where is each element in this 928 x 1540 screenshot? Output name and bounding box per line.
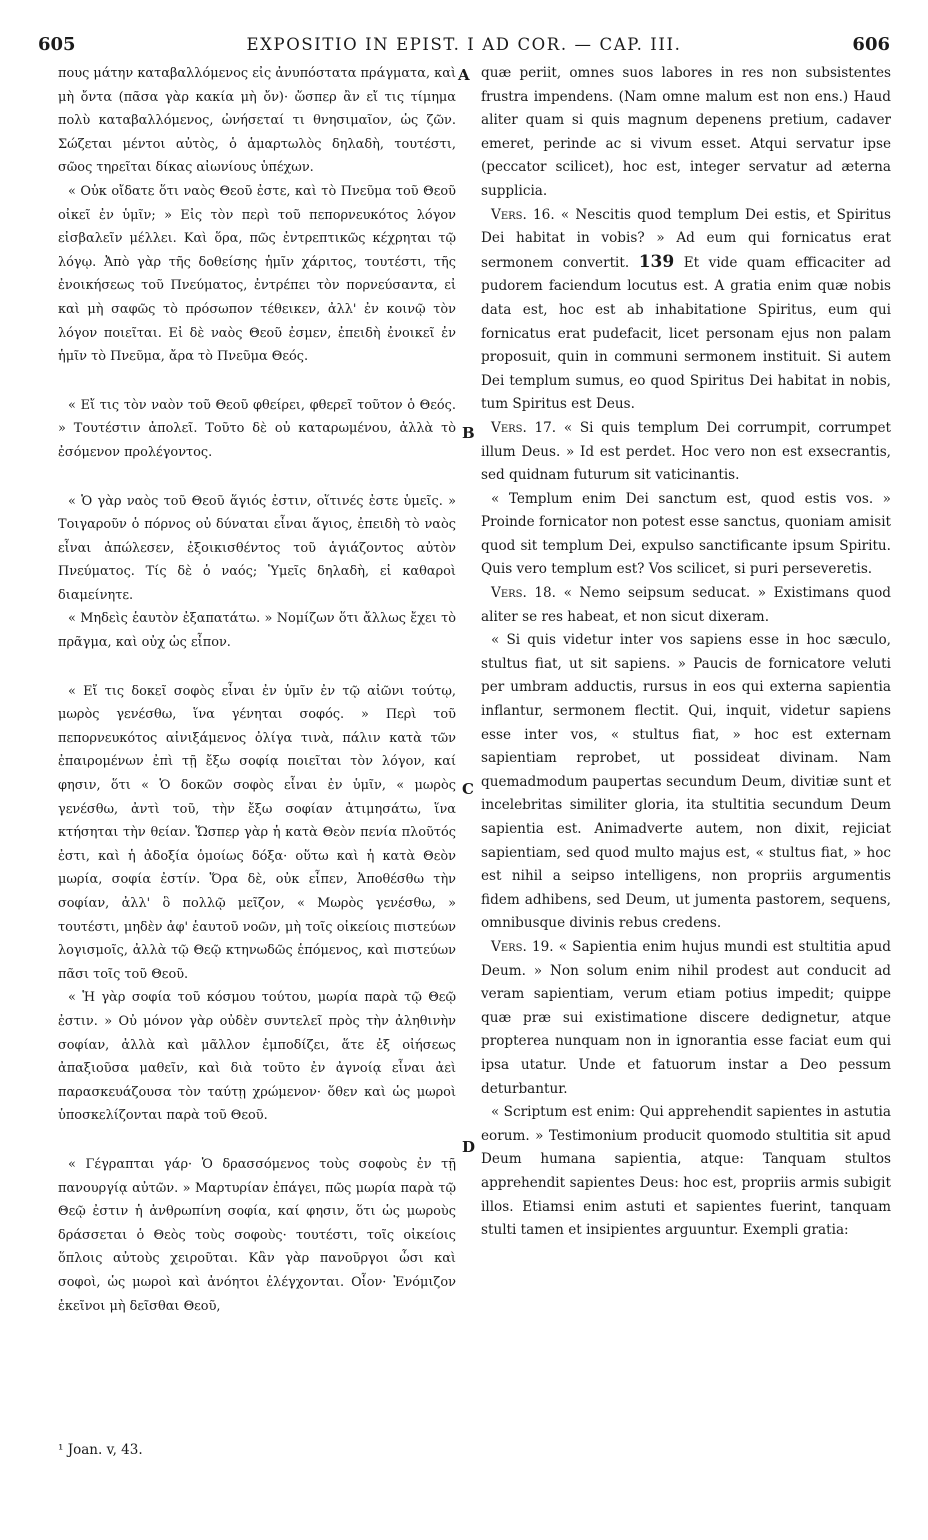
- greek-paragraph: « Οὐκ οἴδατε ὅτι ναὸς Θεοῦ ἐστε, καὶ τὸ Πνεῦμα τοῦ Θεοῦ οἰκεῖ ἐν ὑμῖν; » Εἰς τὸν περὶ τοῦ πεπορνευκότος λόγον εἰσβαλεῖν μέλλει. Καὶ ὅρα, πῶς ἐντρεπτικῶς κέχρηται τῷ λόγῳ. Ἀπὸ γὰρ τῆς δοθείσης ἡμῖν χάριτος, τουτέστι, τῆς ἐνοικήσεως τοῦ Πνεύματος, ἐντρέπει τὸν πορνεύσαντα, εἰ καὶ μὴ σαφῶς τὸ πρόσωπον τέθεικεν, ἀλλ' ἐν κοινῷ τὸν λόγον ποιεῖται. Εἰ δὲ ναὸς Θεοῦ ἐσμεν, ἐπειδὴ ἐνοικεῖ ἐν ἡμῖν τὸ Πνεῦμα, ἄρα τὸ Πνεῦμα Θεός.: [58, 183, 456, 365]
- margin-letter-c: C: [462, 780, 474, 798]
- running-header: [38, 34, 890, 56]
- greek-paragraph: « Γέγραπται γάρ· Ὁ δρασσόμενος τοὺς σοφοὺς ἐν τῇ πανουργίᾳ αὐτῶν. » Μαρτυρίαν ἐπάγει, πῶς μωρία παρὰ τῷ Θεῷ ἐστιν ἡ ἀνθρωπίνη σοφία, καί φησιν, ὅτι ὡς μωροὺς δράσσεται ὁ Θεὸς τοὺς σοφοὺς· τουτέστι, τοῖς οἰκείοις ὅπλοις αὐτοὺς χειροῦται. Κἂν γὰρ πανοῦργοι ὦσι καὶ σοφοὶ, ὡς μωροὶ καὶ ἀνόητοι ἐλέγχονται. Οἷον· Ἐνόμιζον ἐκεῖνοι μὴ δεῖσθαι Θεοῦ,: [58, 1156, 456, 1314]
- verse-label: Vers. 18.: [491, 585, 556, 602]
- greek-paragraph: « Εἴ τις τὸν ναὸν τοῦ Θεοῦ φθείρει, φθερεῖ τοῦτον ὁ Θεός. » Τουτέστιν ἀπολεῖ. Τοῦτο δὲ οὐ καταρωμένου, ἀλλὰ τὸ ἐσόμενον προλέγοντος.: [58, 397, 456, 460]
- column-number: 139: [638, 251, 675, 272]
- greek-paragraph: « Ἡ γὰρ σοφία τοῦ κόσμου τούτου, μωρία παρὰ τῷ Θεῷ ἐστιν. » Οὐ μόνον γὰρ οὐδὲν συντελεῖ πρὸς τὴν ἀληθινὴν σοφίαν, ἀλλὰ καὶ μᾶλλον ἐμποδίζει, ἅτε ἐξ οἰήσεως ἀπαξιοῦσα μαθεῖν, καὶ διὰ τοῦτο ἐν ἀγνοίᾳ εἶναι ἀεὶ παρασκευάζουσα τὸν ταύτῃ χρώμενον· ὅθεν καὶ ὡς μωροὶ ὑποσκελίζονται παρὰ τοῦ Θεοῦ.: [58, 990, 456, 1124]
- latin-paragraph: quæ periit, omnes suos labores in res non subsistentes frustra impendens. (Nam omne malum est non ens.) Haud aliter quam si quis magnum depenens pretium, cadaver emeret, perinde ac si vivum esset. Atqui servatur ipse (peccator scilicet), hoc est, integer servatur ad æterna supplicia.: [481, 65, 891, 199]
- verse-label: Vers. 16.: [491, 206, 555, 223]
- latin-paragraph: « Templum enim Dei sanctum est, quod estis vos. » Proinde fornicator non potest esse sanctus, quoniam amisit quod sit templum Dei, expulso sanctificante ipsum Spiritu. Quis vero templum est? Vos scilicet, si puri perseveretis.: [481, 490, 892, 578]
- margin-letter-d: D: [462, 1138, 476, 1156]
- greek-paragraph: « Εἴ τις δοκεῖ σοφὸς εἶναι ἐν ὑμῖν ἐν τῷ αἰῶνι τούτῳ, μωρὸς γενέσθω, ἵνα γένηται σοφός. » Περὶ τοῦ πεπορνευκότος αἰνιξάμενος ὀλίγα τινὰ, πάλιν κατὰ τῶν ἐπαιρομένων ἐπὶ τῇ ἔξω σοφίᾳ ποιεῖται τὸν λόγον, καί φησιν, ὅτι « Ὁ δοκῶν σοφὸς εἶναι ἐν ὑμῖν, « μωρὸς γενέσθω, ἀντὶ τοῦ, τὴν ἔξω σοφίαν ἀτιμησάτω, ἵνα κτήσηται τὴν θείαν. Ὥσπερ γὰρ ἡ κατὰ Θεὸν πενία πλοῦτός ἐστι, καὶ ἡ ἀδοξία ὁμοίως δόξα· οὕτω καὶ ἡ κατὰ Θεὸν μωρία, σοφία ἐστίν. Ὅρα δὲ, οὐκ εἶπεν, Ἀποθέσθω τὴν σοφίαν, ἀλλ' ὃ πολλῷ μεῖζον, « Μωρὸς γενέσθω, » τουτέστι, μηδὲν ἀφ' ἑαυτοῦ νοῶν, μὴ τοῖς οἰκείοις πιστεύων λογισμοῖς, ἀλλὰ τῷ Θεῷ κτηνωδῶς ἑπόμενος, καὶ πιστεύων πᾶσι τοῖς τοῦ Θεοῦ.: [58, 683, 456, 982]
- page-number-right: 606: [852, 34, 890, 55]
- latin-text: « Sapientia enim hujus mundi est stultitia apud Deum. » Non solum enim nihil prodest aut conducit ad veram sapientiam, verum etiam potius impedit; quippe quæ præ sui existimatione discere dedignetur, atque propterea nunquam non in ignorantia esse faciat eum qui ipsa utatur. Unde et fatuorum instar a Deo pessum deturbantur.: [481, 938, 891, 1097]
- greek-paragraph: « Μηδεὶς ἑαυτὸν ἐξαπατάτω. » Νομίζων ὅτι ἄλλως ἔχει τὸ πρᾶγμα, καὶ οὐχ ὡς εἶπον.: [58, 611, 456, 651]
- latin-paragraph: [481, 417, 891, 488]
- verse-label: Vers. 17.: [491, 419, 557, 436]
- latin-paragraph: [481, 936, 891, 1101]
- latin-paragraph: [481, 204, 891, 417]
- latin-paragraph: « Si quis videtur inter vos sapiens esse in hoc sæculo, stultus fiat, ut sit sapiens. » Paucis de fornicatore veluti per umbram adductis, rursus in eos qui externa sapientia inflantur, sermonem flectit. Qui, inquit, videtur sapiens esse inter vos, « stultus fiat, » hoc est externam sapientiam reprobet, ut possideat divinam. Nam quemadmodum paupertas secundum Deum, divitiæ sunt et incelebritas similiter gloria, ita stultitia secundum Deum sapientia est. Animadverte autem, non dixit, rejiciat sapientiam, sed quod multo majus est, « stultus fiat, » hoc est nihil a seipso intelligens, non propriis argumentis fidem adhibens, sed Deum, ut jumenta pastorem, sequens, omnibusque divinis rebus credens.: [481, 632, 891, 932]
- verse-label: Vers. 19.: [491, 938, 554, 955]
- margin-letter-b: B: [462, 424, 475, 442]
- running-title: EXPOSITIO IN EPIST. I AD COR. — CAP. III.: [246, 35, 682, 54]
- footnote: ¹ Joan. v, 43.: [58, 1442, 143, 1458]
- latin-text: « Nemo seipsum seducat. » Existimans quod aliter se res habeat, et non sicut dixeram.: [481, 585, 891, 625]
- greek-paragraph: πους μάτην καταβαλλόμενος εἰς ἀνυπόστατα πράγματα, καὶ μὴ ὄντα (πᾶσα γὰρ κακία μὴ ὄν)· ὥσπερ ἂν εἴ τις τίμημα πολὺ καταβαλλόμενος, ὠνήσεταί τι θνησιμαῖον, ὡς ζῶν. Σώζεται μέντοι αὐτὸς, ὁ ἁμαρτωλὸς δηλαδὴ, τουτέστι, σῶος τηρεῖται δίκας αἰωνίους ὑπέχων.: [58, 66, 456, 176]
- latin-column: [481, 62, 891, 1243]
- greek-column: [58, 62, 456, 1318]
- latin-paragraph: [481, 582, 891, 629]
- latin-text: Et vide quam efficaciter ad pudorem faciendum locutus est. A gratia enim quæ nobis data est, hoc est ab inhabitatione Spiritus, eum qui fornicatus erat pudefacit, licet personam ejus non palam proposuit, quin in communi sermonem instituit. Si autem Dei templum sumus, eo quod Spiritus Dei habitat in nobis, tum Spiritus est Deus.: [481, 254, 891, 413]
- greek-paragraph: « Ὁ γὰρ ναὸς τοῦ Θεοῦ ἅγιός ἐστιν, οἵτινές ἐστε ὑμεῖς. » Τοιγαροῦν ὁ πόρνος οὐ δύναται εἶναι ἅγιος, ἐπειδὴ τὸ ναὸς εἶναι ἀπώλεσεν, ἐξοικισθέντος τοῦ ἁγιάζοντος αὐτὸν Πνεύματος. Τίς δὲ ὁ ναός; Ὑμεῖς δηλαδὴ, εἰ καθαροὶ διαμείνητε.: [58, 493, 456, 603]
- page-number-left: 605: [38, 34, 76, 55]
- latin-text: « Si quis templum Dei corrumpit, corrumpet illum Deus. » Id est perdet. Hoc vero non est exsecrantis, sed quidnam futurum sit vaticinantis.: [481, 419, 891, 484]
- latin-text: « Nescitis quod templum Dei estis, et Spiritus Dei habitat in vobis? » Ad eum qui fornicatus erat sermonem convertit.: [481, 206, 891, 271]
- margin-letter-a: A: [458, 66, 470, 84]
- latin-paragraph: « Scriptum est enim: Qui apprehendit sapientes in astutia eorum. » Testimonium producit quomodo stultitia sit apud Deum humana sapientia, atque: Tanquam stultos apprehendit sapientes Deus: hoc est, propriis armis subigit illos. Etiamsi enim astuti et sapientes fuerint, tanquam stulti tamen et insipientes arguuntur. Exempli gratia:: [481, 1104, 891, 1239]
